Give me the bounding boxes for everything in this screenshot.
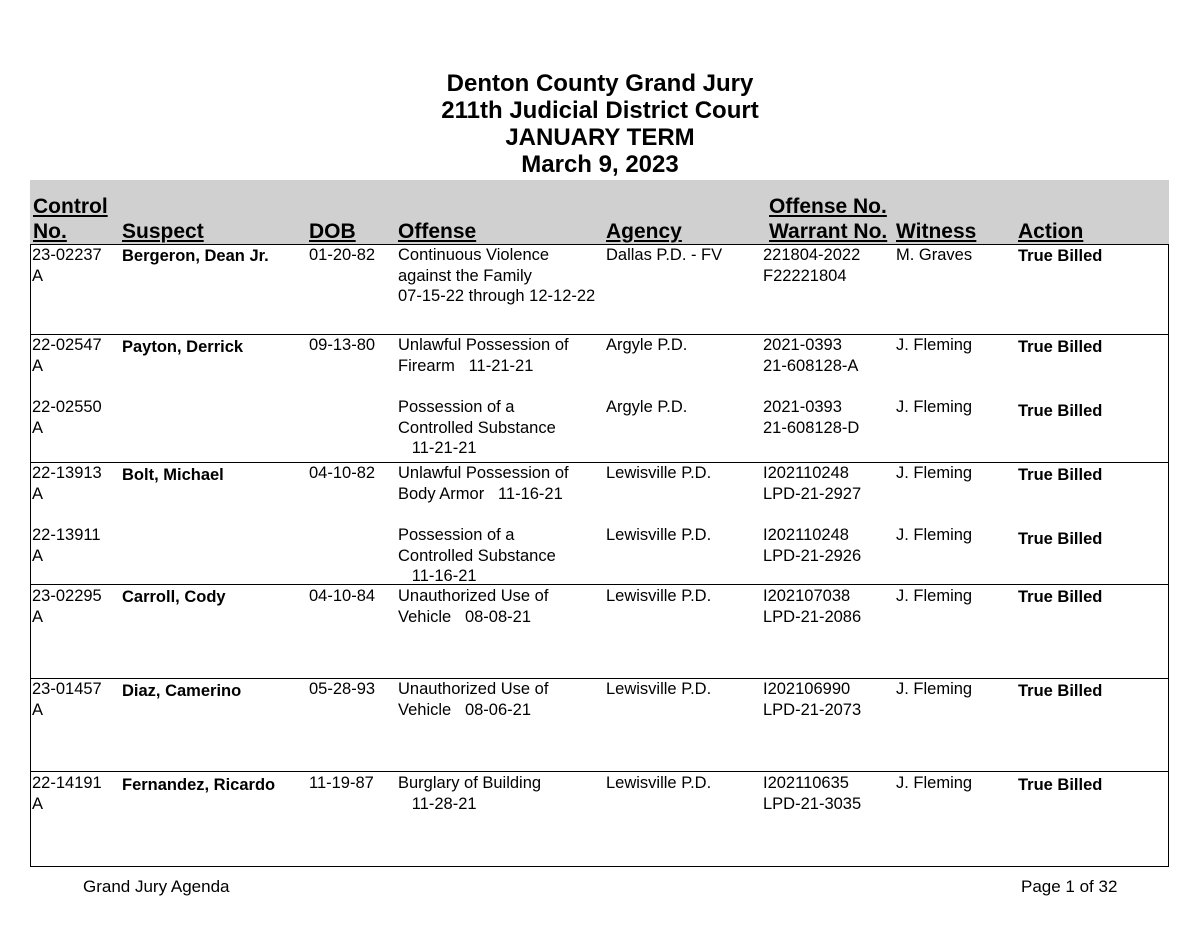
agency: Dallas P.D. - FV (606, 246, 723, 264)
header-agency: Agency (606, 220, 682, 243)
witness: J. Fleming (896, 680, 973, 698)
row-divider (31, 334, 1168, 335)
control-number: 23-02237 (32, 246, 102, 264)
agency: Argyle P.D. (606, 336, 688, 354)
offense: Unlawful Possession of Firearm 11-21-21 (398, 336, 569, 375)
agency: Lewisville P.D. (606, 774, 712, 792)
dob: 01-20-82 (309, 246, 376, 264)
offense: Possession of a Controlled Substance 11-16-21 (398, 526, 556, 585)
dob: 04-10-82 (309, 464, 376, 482)
action: True Billed (1018, 588, 1103, 606)
action: True Billed (1018, 466, 1103, 484)
offense-warrant-numbers: 221804-2022 F22221804 (763, 246, 861, 285)
offense-warrant-numbers: I202106990 LPD-21-2073 (763, 680, 862, 719)
control-suffix: A (32, 267, 44, 285)
title-line: Denton County Grand Jury (446, 70, 754, 97)
row-divider (31, 771, 1168, 772)
title-line: JANUARY TERM (505, 124, 695, 151)
header-offense: Offense (398, 220, 477, 243)
control-suffix: A (32, 547, 44, 565)
action: True Billed (1018, 402, 1103, 420)
control-number: 22-02550 (32, 398, 102, 416)
control-suffix: A (32, 701, 44, 719)
offense: Unlawful Possession of Body Armor 11-16-21 (398, 464, 569, 503)
control-number: 23-01457 (32, 680, 102, 698)
header-witness: Witness (896, 220, 977, 243)
row-divider (31, 462, 1168, 463)
header-dob: DOB (309, 220, 356, 243)
title-line: March 9, 2023 (521, 151, 679, 178)
witness: J. Fleming (896, 526, 973, 544)
agency: Lewisville P.D. (606, 464, 712, 482)
action: True Billed (1018, 776, 1103, 794)
control-number: 22-14191 (32, 774, 102, 792)
action: True Billed (1018, 247, 1103, 265)
offense: Unauthorized Use of Vehicle 08-06-21 (398, 680, 549, 719)
footer-label: Grand Jury Agenda (83, 877, 230, 896)
offense-warrant-numbers: I202110248 LPD-21-2926 (763, 526, 862, 565)
action: True Billed (1018, 530, 1103, 548)
control-suffix: A (32, 357, 44, 375)
witness: J. Fleming (896, 774, 973, 792)
offense-warrant-numbers: 2021-0393 21-608128-D (763, 398, 860, 437)
control-number: 23-02295 (32, 587, 102, 605)
offense-warrant-numbers: 2021-0393 21-608128-A (763, 336, 859, 375)
witness: J. Fleming (896, 464, 973, 482)
offense: Burglary of Building 11-28-21 (398, 774, 542, 813)
control-suffix: A (32, 795, 44, 813)
witness: J. Fleming (896, 398, 973, 416)
offense: Unauthorized Use of Vehicle 08-08-21 (398, 587, 549, 626)
agency: Lewisville P.D. (606, 526, 712, 544)
suspect-name: Payton, Derrick (122, 338, 244, 356)
suspect-name: Bolt, Michael (122, 466, 224, 484)
header-suspect: Suspect (122, 220, 204, 243)
dob: 11-19-87 (309, 774, 374, 792)
action: True Billed (1018, 682, 1103, 700)
offense: Possession of a Controlled Substance 11-21-21 (398, 398, 556, 457)
title-line: 211th Judicial District Court (441, 97, 759, 124)
header-control-no: No. (33, 220, 67, 243)
document-title (0, 70, 1200, 178)
action: True Billed (1018, 338, 1103, 356)
agency: Argyle P.D. (606, 398, 688, 416)
header-warrant-no: Warrant No. (769, 220, 888, 243)
offense: Continuous Violence against the Family 07-15-22 through 12-12-22 (398, 246, 596, 305)
suspect-name: Bergeron, Dean Jr. (122, 247, 269, 265)
control-suffix: A (32, 419, 44, 437)
control-number: 22-02547 (32, 336, 102, 354)
agency: Lewisville P.D. (606, 587, 712, 605)
witness: M. Graves (896, 246, 973, 264)
suspect-name: Carroll, Cody (122, 588, 226, 606)
control-suffix: A (32, 608, 44, 626)
page-indicator: Page 1 of 32 (1021, 877, 1118, 896)
agency: Lewisville P.D. (606, 680, 712, 698)
offense-warrant-numbers: I202107038 LPD-21-2086 (763, 587, 862, 626)
offense-warrant-numbers: I202110248 LPD-21-2927 (763, 464, 862, 503)
dob: 09-13-80 (309, 336, 376, 354)
control-number: 22-13911 (32, 526, 101, 544)
header-action: Action (1018, 220, 1084, 243)
control-number: 22-13913 (32, 464, 102, 482)
header-control: Control (33, 195, 108, 218)
suspect-name: Fernandez, Ricardo (122, 776, 276, 794)
offense-warrant-numbers: I202110635 LPD-21-3035 (763, 774, 862, 813)
row-divider (31, 584, 1168, 585)
witness: J. Fleming (896, 587, 973, 605)
suspect-name: Diaz, Camerino (122, 682, 242, 700)
dob: 05-28-93 (309, 680, 376, 698)
row-divider (31, 678, 1168, 679)
witness: J. Fleming (896, 336, 973, 354)
dob: 04-10-84 (309, 587, 376, 605)
control-suffix: A (32, 485, 44, 503)
header-offense-no: Offense No. (769, 195, 887, 218)
